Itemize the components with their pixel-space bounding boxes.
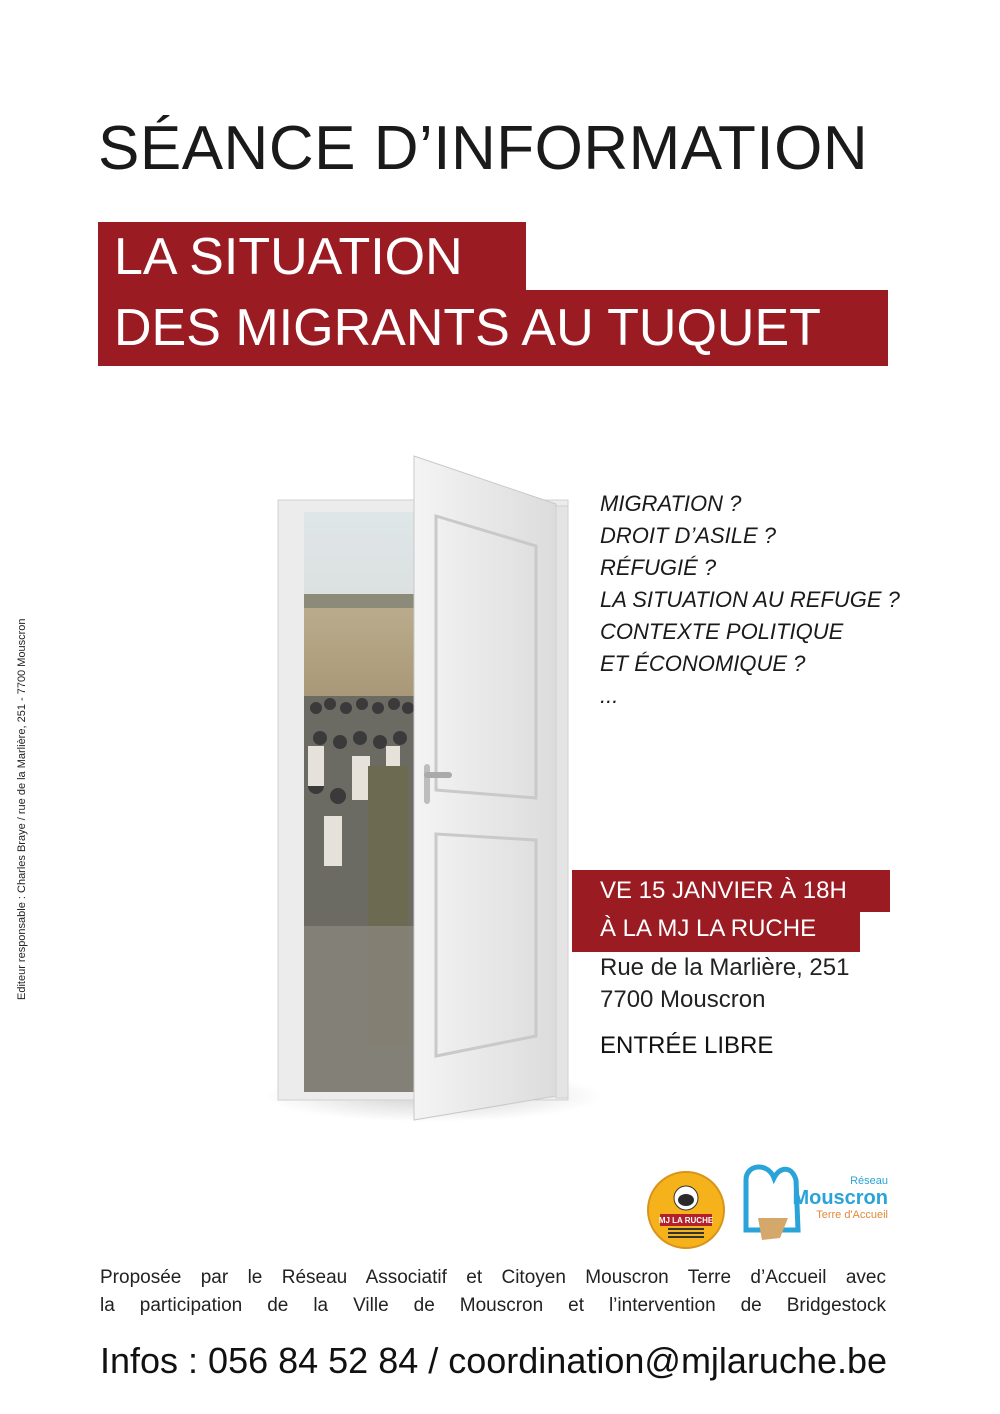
page-title: SÉANCE D’INFORMATION — [98, 114, 869, 183]
publisher-note: Editeur responsable : Charles Braye / rue de la Marlière, 251 - 7700 Mouscron — [16, 618, 28, 1000]
contact-info: Infos : 056 84 52 84 / coordination@mjlaruche.be — [100, 1340, 888, 1381]
open-door-illustration — [268, 446, 598, 1126]
question-item: DROIT D’ASILE ? — [600, 523, 777, 548]
mouscron-terre-accueil-logo — [740, 1160, 892, 1250]
question-item: ... — [600, 683, 619, 708]
footer-line-2: la participation de la Ville de Mouscron et l’intervention de Bridgestock — [100, 1295, 886, 1316]
event-venue: À LA MJ LA RUCHE — [572, 910, 860, 952]
address-line-2: 7700 Mouscron — [600, 986, 766, 1013]
question-item: LA SITUATION AU REFUGE ? — [600, 587, 900, 612]
question-item: ET ÉCONOMIQUE ? — [600, 651, 806, 676]
door-icon — [268, 446, 598, 1126]
ruche-logo-text: MJ LA RUCHE — [658, 1216, 714, 1225]
event-address — [600, 952, 849, 1016]
entry-info: ENTRÉE LIBRE — [600, 1032, 774, 1059]
reseau-tag-label: Terre d'Accueil — [816, 1209, 888, 1221]
question-list — [600, 488, 940, 712]
bee-logo-icon — [646, 1170, 726, 1250]
subtitle-line-2: DES MIGRANTS AU TUQUET — [98, 290, 888, 366]
event-date: VE 15 JANVIER À 18H — [572, 870, 890, 912]
footer-credits — [100, 1264, 886, 1320]
reseau-name-label: Mouscron — [792, 1187, 888, 1209]
mj-la-ruche-logo — [646, 1170, 726, 1250]
address-line-1: Rue de la Marlière, 251 — [600, 954, 850, 981]
question-item: CONTEXTE POLITIQUE — [600, 619, 844, 644]
question-item: RÉFUGIÉ ? — [600, 555, 717, 580]
reseau-logo-icon — [740, 1160, 892, 1250]
question-item: MIGRATION ? — [600, 491, 742, 516]
reseau-small-label: Réseau — [850, 1175, 888, 1187]
subtitle-line-1: LA SITUATION — [98, 222, 526, 292]
footer-line-1: Proposée par le Réseau Associatif et Citoyen Mouscron Terre d’Accueil avec — [100, 1267, 886, 1288]
